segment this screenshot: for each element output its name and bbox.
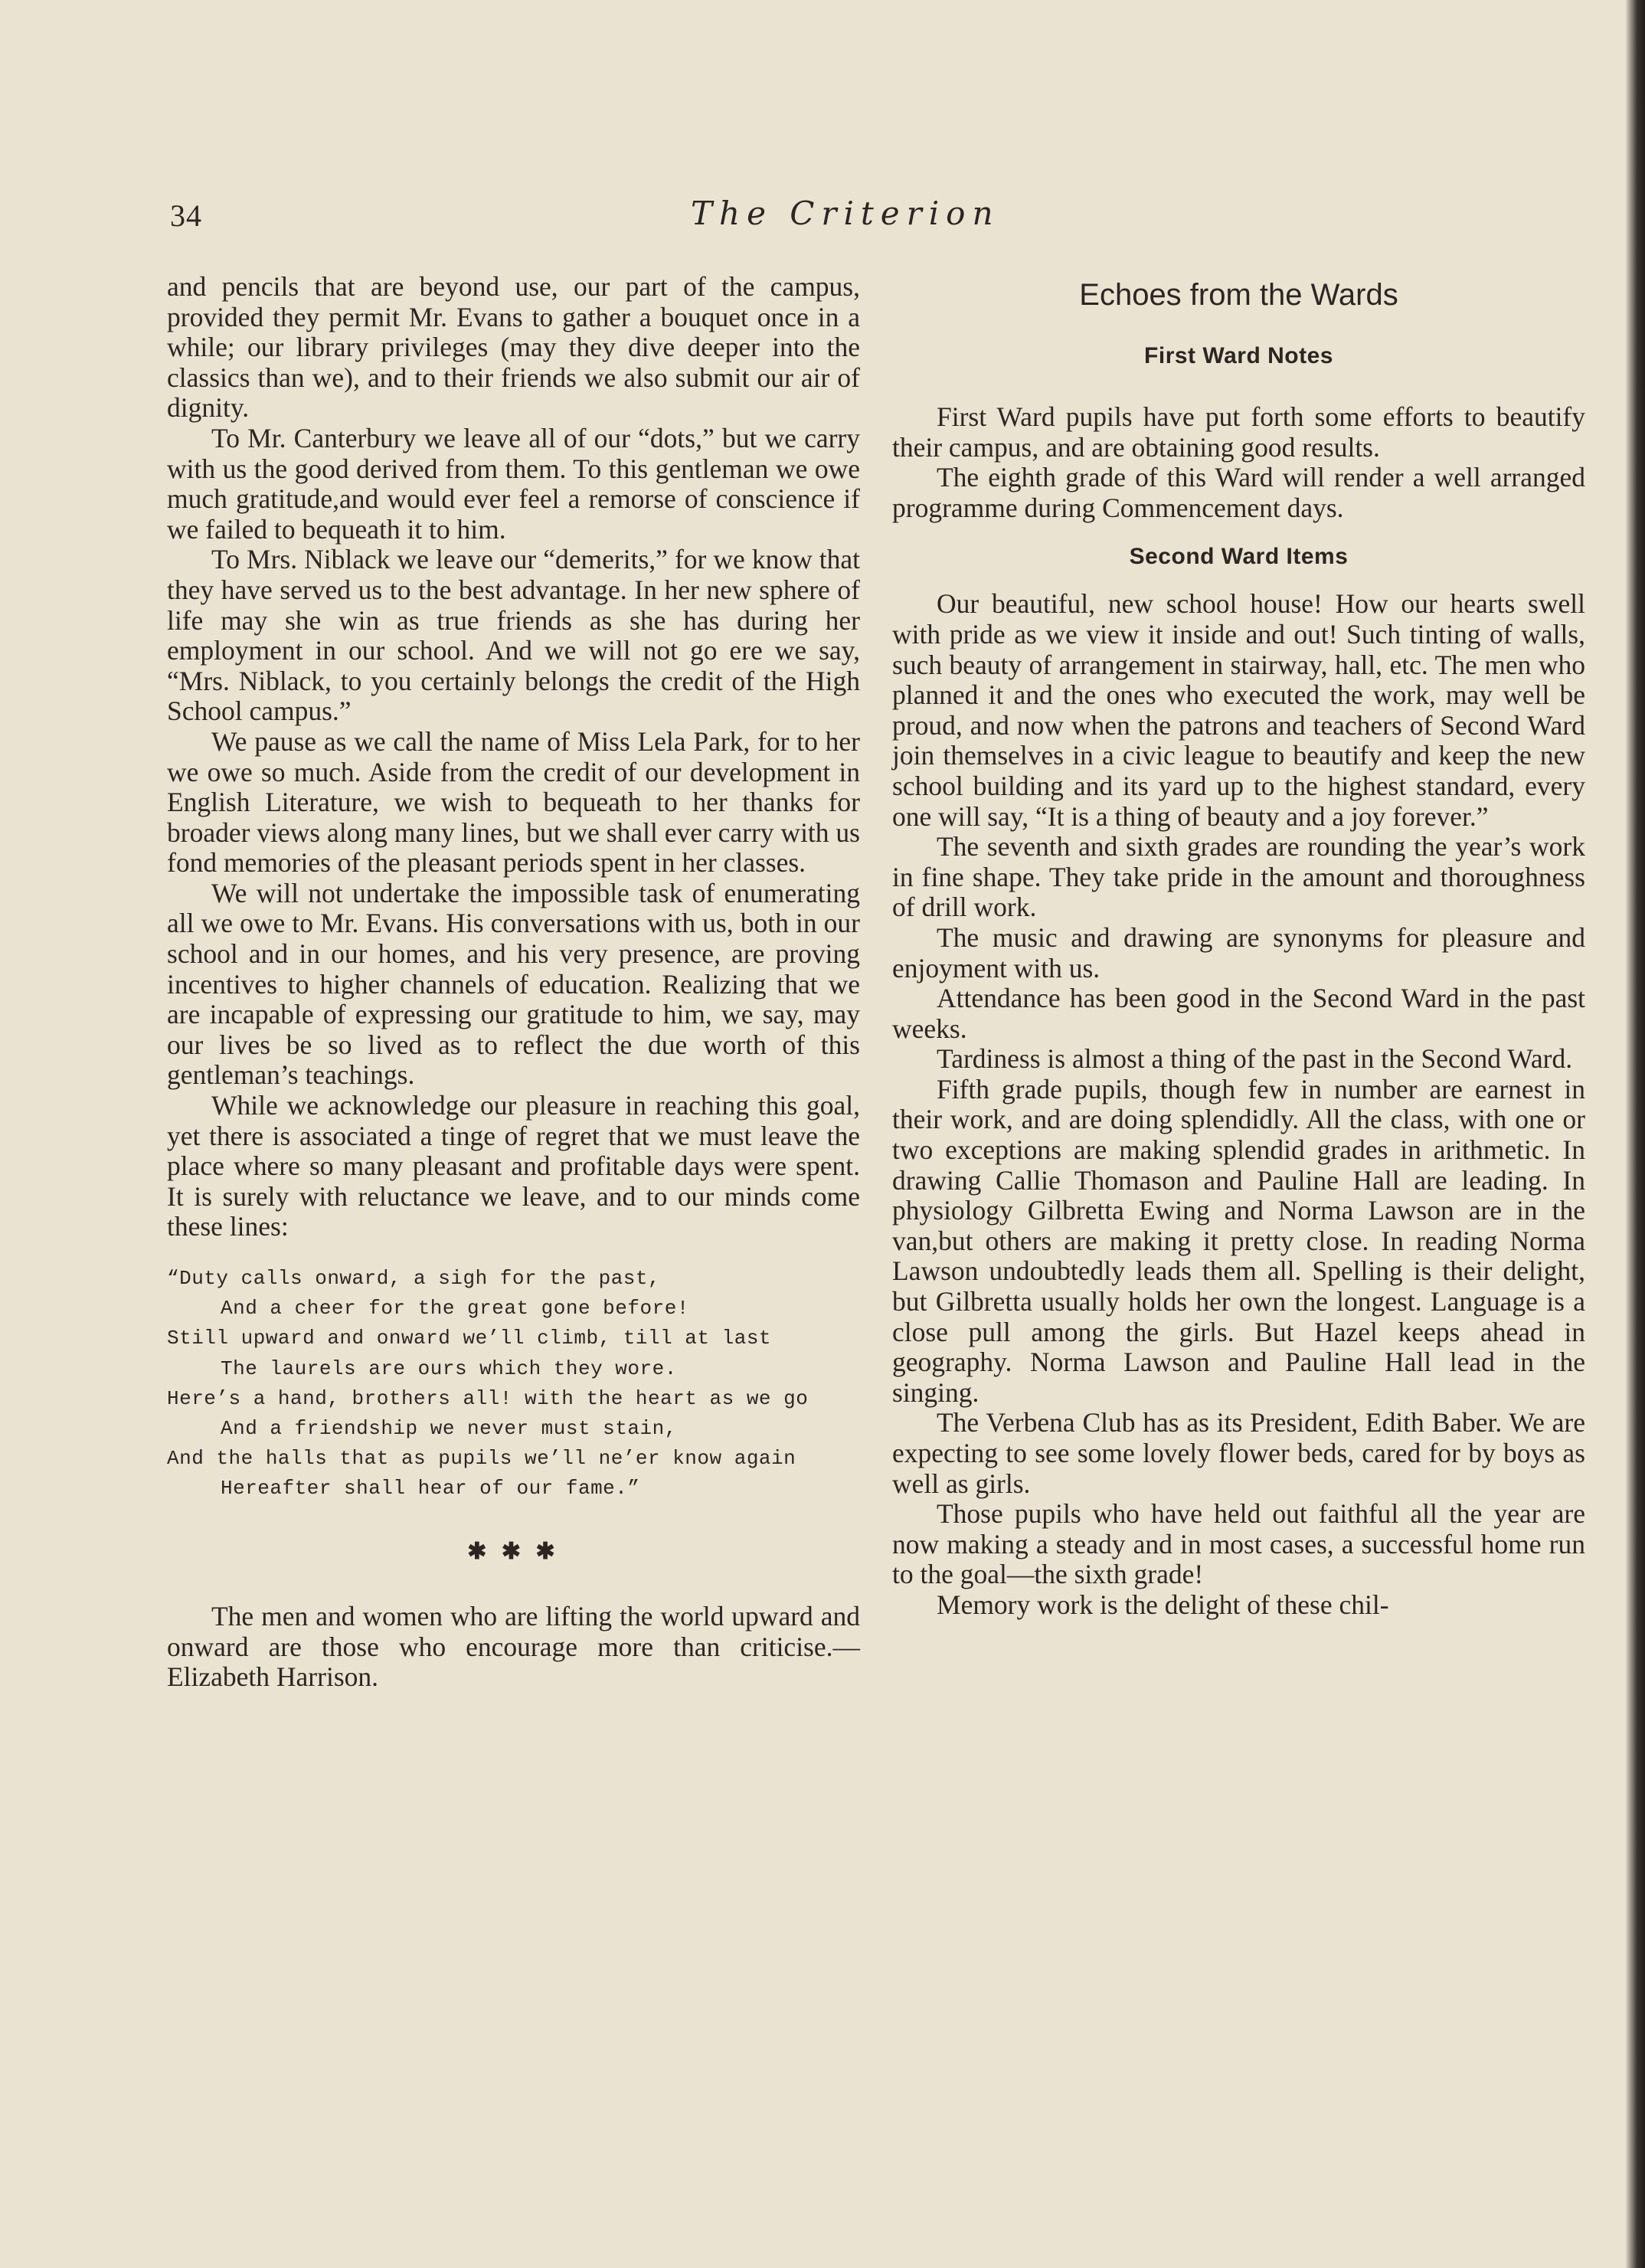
- page-number: 34: [170, 198, 202, 233]
- paragraph: Tardiness is almost a thing of the past in the Second Ward.: [937, 1043, 1573, 1075]
- paragraph: Those pupils who have held out faithful all the year are now making a steady and in most cases, a successful home run to the goal—the sixth grade!: [892, 1498, 1585, 1590]
- paragraph: While we acknowledge our pleasure in reaching this goal, yet there is associated a tinge of regret that we must leave the place where so many pleasant and profitable days were spent. It is surely with reluctance we leave, and to our minds come these lines:: [167, 1090, 860, 1242]
- paragraph: We will not undertake the impossible task of enumerating all we owe to Mr. Evans. His conversations with us, both in our school and in our homes, and his very presence, are proving incentives to higher channels of education. Realizing that we are incapable of expressing our gratitude to him, we say, may our lives be so lived as to reflect the due worth of this gentleman’s teachings.: [167, 877, 860, 1091]
- poem-line: And a cheer for the great gone before!: [221, 1297, 689, 1321]
- paragraph: Memory work is the delight of these chil-: [937, 1589, 1389, 1620]
- paragraph: To Mr. Canterbury we leave all of our “dots,” but we carry with us the good derived from them. To this gentleman we owe much gratitude,and would ever feel a remorse of conscience if we failed to bequeath it to him.: [167, 422, 860, 545]
- paragraph: and pencils that are beyond use, our part of the campus, provided they permit Mr. Evans to gather a bouquet once in a while; our library privileges (may they dive deeper into the classics than we), and to their friends we also submit our air of dignity.: [167, 271, 860, 424]
- paragraph: Attendance has been good in the Second Ward in the past weeks.: [892, 983, 1585, 1044]
- poem-line: Still upward and onward we’ll climb, till at last: [167, 1327, 772, 1350]
- paragraph: Our beautiful, new school house! How our hearts swell with pride as we view it inside and out! Such tinting of walls, such beauty of arrangement in stairway, hall, etc. The men who planned it and the ones who executed the work, may well be proud, and now when the patrons and teachers of Second Ward join themselves in a civic league to beautify and keep the new school building and its yard up to the highest standard, every one will say, “It is a thing of beauty and a joy forever.”: [892, 588, 1585, 832]
- page-header: [170, 195, 1058, 251]
- paragraph: We pause as we call the name of Miss Lela Park, for to her we owe so much. Aside from the credit of our development in English Literature, we wish to bequeath to her thanks for broader views along many lines, but we shall ever carry with us fond memories of the pleasant periods spent in her classes.: [167, 725, 860, 879]
- poem-line: And the halls that as pupils we’ll ne’er know again: [167, 1447, 796, 1471]
- section-title: Echoes from the Wards: [1079, 278, 1398, 312]
- page-edge-shadow: [1625, 0, 1645, 2268]
- asterism-separator: ✱ ✱ ✱: [467, 1538, 560, 1564]
- paragraph: The Verbena Club has as its President, Edith Baber. We are expecting to see some lovely flower beds, cared for by boys as well as girls.: [892, 1407, 1585, 1499]
- poem-line: The laurels are ours which they wore.: [221, 1357, 677, 1380]
- first-ward-title: First Ward Notes: [1144, 343, 1333, 368]
- second-ward-title: Second Ward Items: [1129, 544, 1349, 570]
- poem-line: “Duty calls onward, a sigh for the past,: [167, 1267, 661, 1290]
- paragraph: The eighth grade of this Ward will render a well arranged programme during Commencement days.: [892, 462, 1585, 523]
- running-title: The Criterion: [691, 195, 1000, 232]
- poem-line: Here’s a hand, brothers all! with the heart as we go: [167, 1386, 809, 1410]
- paragraph: The seventh and sixth grades are rounding the year’s work in fine shape. They take pride in the amount and thoroughness of drill work.: [892, 831, 1585, 923]
- poem: [167, 1264, 860, 1504]
- paragraph: To Mrs. Niblack we leave our “demerits,” for we know that they have served us to the best advantage. In her new sphere of life may she win as true friends as she has during her employment in our school. And we will not go ere we say, “Mrs. Niblack, to you certainly belongs the credit of the High School campus.”: [167, 544, 860, 727]
- left-column: [167, 272, 860, 1693]
- right-column: [892, 272, 1585, 1621]
- poem-line: And a friendship we never must stain,: [221, 1417, 677, 1441]
- closing-quote: The men and women who are lifting the world upward and onward are those who encourage more than criticise.—Elizabeth Harrison.: [167, 1601, 860, 1693]
- paragraph: The music and drawing are synonyms for pleasure and enjoyment with us.: [892, 921, 1585, 983]
- paragraph: First Ward pupils have put forth some efforts to beautify their campus, and are obtaining good results.: [892, 401, 1585, 463]
- poem-line: Hereafter shall hear of our fame.”: [221, 1477, 640, 1501]
- paragraph: Fifth grade pupils, though few in number are earnest in their work, and are doing splendidly. All the class, with one or two exceptions are making splendid grades in arithmetic. In drawing Callie Thomason and Pauline Hall are leading. In physiology Gilbretta Ewing and Norma Lawson are in the van,but others are making it pretty close. In reading Norma Lawson undoubtedly leads them all. Spelling is their delight, but Gilbretta usually holds her own the longest. Language is a close pull among the girls. But Hazel keeps ahead in geography. Norma Lawson and Pauline Hall lead in the singing.: [892, 1073, 1585, 1408]
